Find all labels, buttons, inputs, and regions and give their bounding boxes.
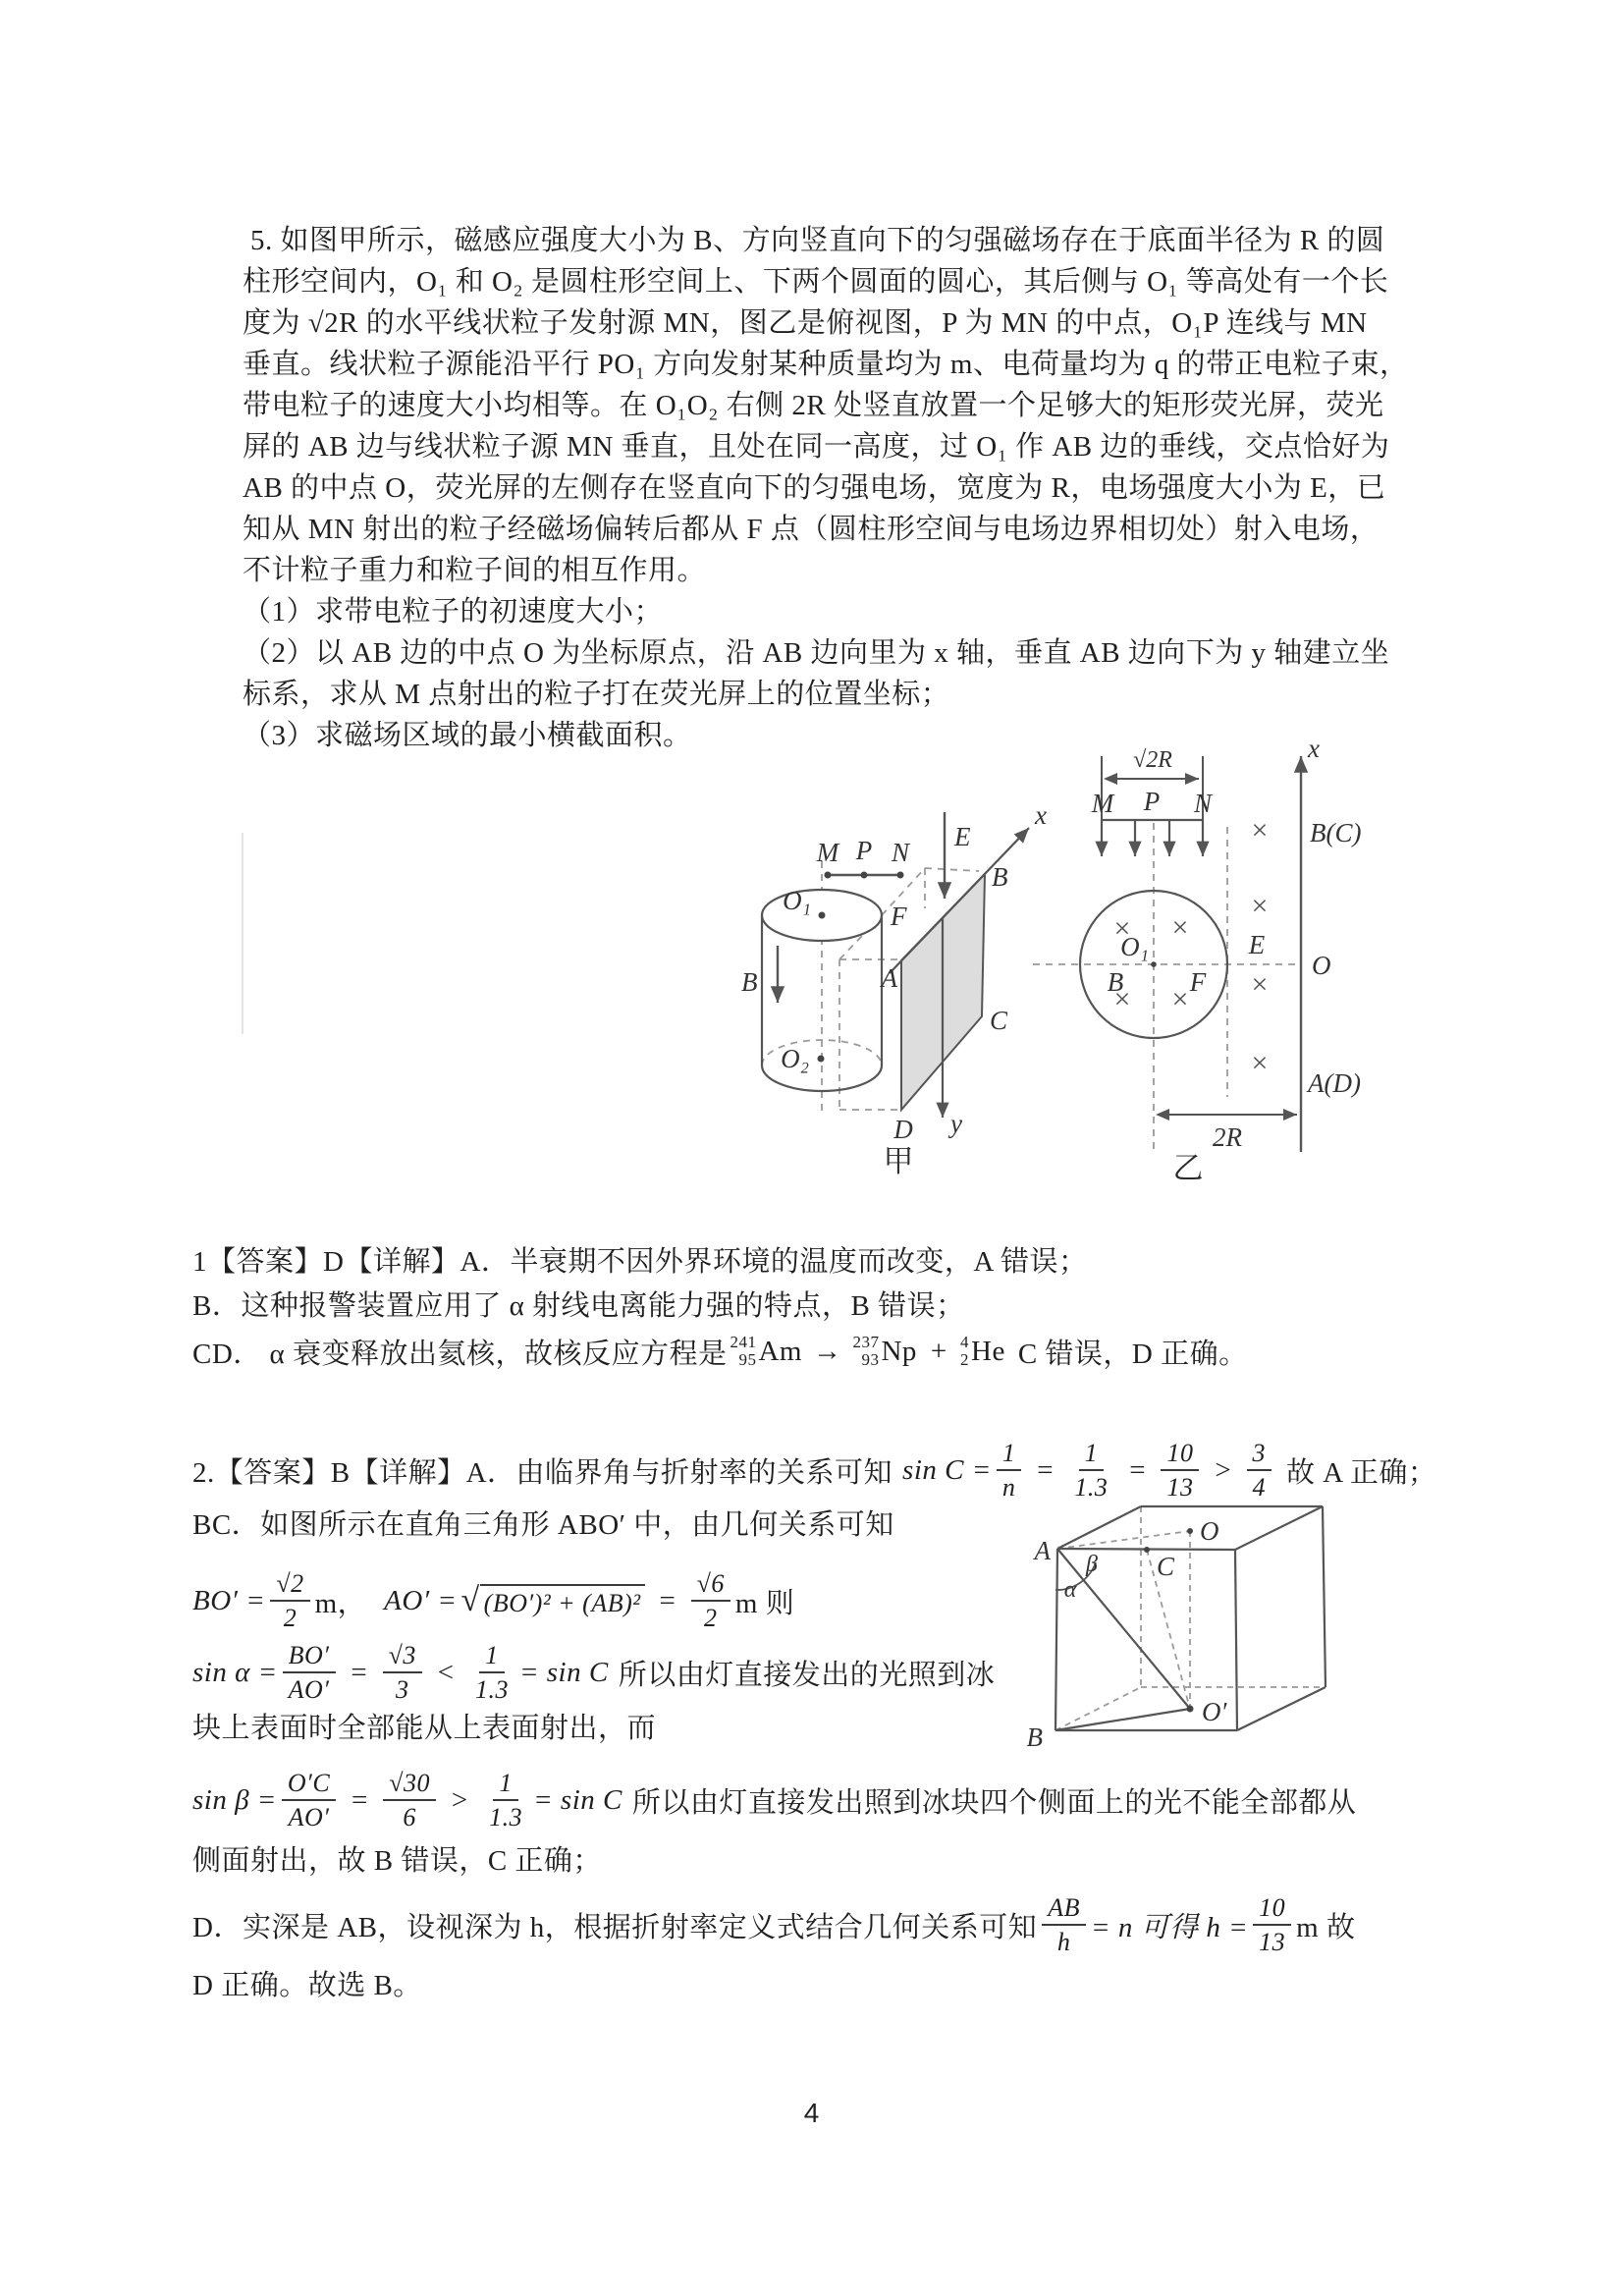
answer1-line1: 1【答案】D【详解】A．半衰期不因外界环境的温度而改变，A 错误； (192, 1246, 1088, 1278)
answer2-rowB: BC．如图所示在直角三角形 ABO′ 中，由几何关系可知 (192, 1509, 894, 1541)
equals-sinC: = sin C (518, 1656, 609, 1688)
particle-source-MN (825, 872, 904, 879)
rowF-suffix: 所以由灯直接发出照到冰块四个侧面上的光不能全部都从 (631, 1786, 1357, 1819)
answer1-line3 (192, 1316, 1248, 1387)
rowH-suffix: m 故 (1296, 1911, 1356, 1943)
fraction (469, 1640, 514, 1705)
cube-hidden-edges (1055, 1506, 1325, 1730)
label-sqrt2R: √2R (1133, 747, 1172, 773)
figure-yi-top-view (1031, 732, 1362, 1198)
label-F: F (891, 902, 907, 931)
numerator: BO′ (283, 1640, 336, 1673)
field-into-page-icon: × (1113, 912, 1131, 945)
numerator: 10 (1253, 1892, 1291, 1926)
label-C: C (1157, 1552, 1175, 1581)
element-symbol: Np (881, 1335, 917, 1367)
equals-sign: = (1127, 1453, 1148, 1486)
O1-point (1151, 961, 1157, 967)
less-than-sign: < (435, 1656, 456, 1688)
problem-line: AB 的中点 O，荧光屏的左侧存在竖直向下的匀强电场，宽度为 R，电场强度大小为 E，已 (243, 472, 1386, 504)
denominator: 1.3 (474, 1675, 509, 1704)
numerator: 10 (1161, 1438, 1199, 1471)
label-beta: β (1086, 1552, 1098, 1577)
denominator: 2 (283, 1604, 298, 1632)
fraction (691, 1568, 730, 1633)
atomic-number: 93 (861, 1350, 880, 1369)
rowD-suffix: 所以由灯直接发出的光照到冰 (618, 1659, 996, 1691)
element-symbol: He (971, 1335, 1005, 1367)
page-number: 4 (803, 2098, 820, 2128)
problem-line: 带电粒子的速度大小均相等。在 O₁O₂ 右侧 2R 处竖直放置一个足够大的矩形荧光屏，荧光 (243, 390, 1384, 421)
O2-point (818, 1056, 825, 1063)
mass-number: 237 (852, 1333, 880, 1352)
fraction (282, 1768, 336, 1832)
label-F: F (1189, 967, 1207, 997)
square-root (460, 1581, 645, 1618)
problem-line: 柱形空间内，O₁ 和 O₂ 是圆柱形空间上、下两个圆面的圆心，其后侧与 O₁ 等高处有一个长 (243, 266, 1389, 298)
O-prime-point (1187, 1706, 1194, 1713)
numerator: √30 (383, 1768, 436, 1801)
caption-yi: 乙 (1172, 1151, 1204, 1185)
element-symbol: Am (758, 1335, 802, 1367)
sin-alpha-lhs: sin α = (192, 1656, 278, 1688)
numerator: AB (1042, 1892, 1086, 1926)
label-O-prime: O′ (1202, 1697, 1227, 1726)
label-E: E (1248, 930, 1266, 959)
label-B: B (1107, 967, 1124, 997)
problem-subquestion-2: （2）以 AB 边的中点 O 为坐标原点，沿 AB 边向里为 x 轴，垂直 AB 边向下为 y 轴建立坐 (243, 637, 1390, 669)
label-O2: O₂ (781, 1044, 809, 1073)
problem-line: 知从 MN 射出的粒子经磁场偏转后都从 F 点（圆柱形空间与电场边界相切处）射入电场， (243, 514, 1380, 545)
numerator: 3 (1247, 1438, 1272, 1471)
figure-cube-diagram (1011, 1485, 1394, 1799)
field-into-page-icon: × (1251, 1047, 1269, 1079)
field-into-page-icon: × (1251, 968, 1269, 1001)
denominator: h (1056, 1928, 1071, 1956)
label-C: C (990, 1006, 1008, 1035)
denominator: 2 (704, 1604, 718, 1632)
label-N: N (891, 838, 910, 867)
answer1-line2: B．这种报警装置应用了 α 射线电离能力强的特点，B 错误； (192, 1290, 965, 1322)
equals-sinC: = sin C (533, 1783, 622, 1816)
scan-artifact-line (242, 833, 243, 1034)
label-E: E (954, 822, 971, 851)
field-into-page-icon: × (1113, 983, 1131, 1015)
atomic-number: 95 (738, 1350, 757, 1369)
radical-sign: √ (460, 1581, 480, 1618)
C-point (1144, 1547, 1150, 1553)
label-O1: O₁ (1120, 932, 1149, 961)
label-O: O (1200, 1516, 1219, 1546)
AO-lhs: AO′ = (384, 1584, 458, 1616)
numerator: √6 (691, 1568, 730, 1602)
label-2R: 2R (1213, 1122, 1242, 1152)
beam-arrows (1102, 820, 1203, 856)
answer1-line3-suffix: C 错误，D 正确。 (1017, 1338, 1248, 1370)
label-M: M (816, 838, 839, 867)
caption-jia: 甲 (883, 1144, 914, 1178)
field-into-page-icon: × (1251, 814, 1269, 847)
numerator: 1 (493, 1768, 518, 1801)
numerator: 1 (479, 1640, 505, 1673)
answer2-rowG: 侧面射出，故 B 错误，C 正确； (192, 1845, 602, 1877)
label-O: O (1312, 951, 1331, 980)
label-A: A (881, 963, 897, 993)
numerator: 1 (997, 1438, 1022, 1471)
answer2-rowH (192, 1884, 1355, 1966)
plus-sign: + (928, 1335, 949, 1367)
problem-subquestion-2b: 标系，求从 M 点射出的粒子打在荧光屏上的位置坐标； (243, 679, 950, 710)
nuclide-He-4 (960, 1334, 1005, 1369)
rowC-suffix: m 则 (734, 1587, 795, 1619)
label-P: P (855, 836, 873, 865)
mass-number: 241 (730, 1333, 757, 1352)
mass-number: 4 (960, 1333, 970, 1352)
problem-line: 垂直。线状粒子源能沿平行 PO₁ 方向发射某种质量均为 m、电荷量均为 q 的带正电粒子束， (243, 349, 1409, 380)
nuclide-Np-237 (852, 1334, 916, 1369)
fraction (383, 1640, 422, 1705)
answer2-rowE: 块上表面时全部能从上表面射出，而 (192, 1713, 657, 1744)
label-A: A (1034, 1536, 1051, 1565)
figure-jia-3d-diagram (697, 751, 1051, 1198)
rowA-suffix: 故 A 正确； (1286, 1456, 1437, 1489)
label-P: P (1143, 787, 1161, 816)
sin-beta-lhs: sin β = (192, 1783, 277, 1816)
radicand: (BO′)² + (AB)² (480, 1584, 645, 1618)
label-D: D (893, 1115, 913, 1144)
field-into-page-icon: × (1251, 890, 1269, 922)
label-M: M (1091, 789, 1114, 818)
denominator: 13 (1259, 1928, 1286, 1956)
denominator: 4 (1252, 1473, 1267, 1502)
greater-than-sign: > (1213, 1453, 1233, 1486)
label-AD: A(D) (1308, 1068, 1361, 1098)
equals-sign: = (1035, 1453, 1055, 1486)
numerator: √3 (383, 1640, 422, 1673)
rowH-prefix: D．实深是 AB，设视深为 h，根据折射率定义式结合几何关系可知 (192, 1911, 1038, 1943)
label-x: x (1308, 734, 1320, 763)
problem-line: 5. 如图甲所示，磁感应强度大小为 B、方向竖直向下的匀强磁场存在于底面半径为 R 的圆 (250, 225, 1385, 256)
label-alpha: α (1063, 1577, 1077, 1603)
denominator: AO′ (288, 1675, 330, 1704)
numerator: √2 (270, 1568, 309, 1602)
numerator: 1 (1079, 1438, 1105, 1471)
BO-lhs: BO′ = (192, 1584, 266, 1616)
label-O1: O₁ (783, 886, 811, 915)
fraction (1042, 1892, 1086, 1957)
greater-than-sign: > (450, 1783, 470, 1816)
unit-m: m， (314, 1587, 367, 1619)
nuclide-Am-241 (730, 1334, 802, 1369)
numerator: O′C (282, 1768, 336, 1801)
problem-line: 度为 √2R 的水平线状粒子发射源 MN，图乙是俯视图，P 为 MN 的中点，O₁P 连线与 MN (243, 307, 1368, 339)
answer2-rowI: D 正确。故选 B。 (192, 1970, 422, 2001)
denominator: AO′ (288, 1803, 330, 1831)
problem-subquestion-3: （3）求磁场区域的最小横截面积。 (243, 720, 692, 751)
O1-point (819, 912, 826, 919)
denominator: 1.3 (489, 1803, 523, 1831)
fraction (270, 1568, 309, 1633)
reaction-arrow: → (812, 1335, 842, 1367)
denominator: 6 (403, 1803, 416, 1831)
sinC-lhs: sin C = (902, 1453, 992, 1486)
answer2-rowD (192, 1625, 995, 1720)
denominator: 3 (395, 1675, 409, 1704)
problem-line: 不计粒子重力和粒子间的相互作用。 (243, 555, 707, 586)
field-into-page-icon: × (1171, 911, 1189, 944)
denominator: 1.3 (1074, 1473, 1109, 1502)
field-into-page-icon: × (1171, 983, 1189, 1015)
fraction (283, 1640, 336, 1705)
O-point (1187, 1528, 1193, 1534)
answer1-line3-prefix: CD． α 衰变释放出氦核，故核反应方程是 (192, 1338, 728, 1370)
fraction (383, 1768, 436, 1832)
problem-subquestion-1: （1）求带电粒子的初速度大小； (243, 596, 664, 628)
fraction (483, 1768, 528, 1832)
atomic-number: 2 (960, 1350, 970, 1369)
label-N: N (1193, 789, 1213, 818)
rowA-prefix: 2.【答案】B【详解】A．由临界角与折射率的关系可知 (192, 1456, 893, 1489)
equals-sign: = (350, 1783, 370, 1816)
label-x: x (1035, 800, 1047, 830)
denominator: n (1001, 1473, 1016, 1502)
label-B: B (1026, 1722, 1043, 1752)
equals-n: = n 可得 h = (1091, 1911, 1249, 1943)
label-y: y (950, 1109, 962, 1138)
equals-sign: = (349, 1656, 369, 1688)
denominator: 13 (1166, 1473, 1194, 1502)
label-B-field: B (741, 967, 758, 997)
problem-line: 屏的 AB 边与线状粒子源 MN 垂直，且处在同一高度，过 O₁ 作 AB 边的垂线，交点恰好为 (243, 431, 1390, 463)
fraction (1253, 1892, 1291, 1957)
label-BC: B(C) (1310, 818, 1362, 847)
equals-sign: = (657, 1584, 677, 1616)
label-B-corner: B (992, 862, 1008, 892)
